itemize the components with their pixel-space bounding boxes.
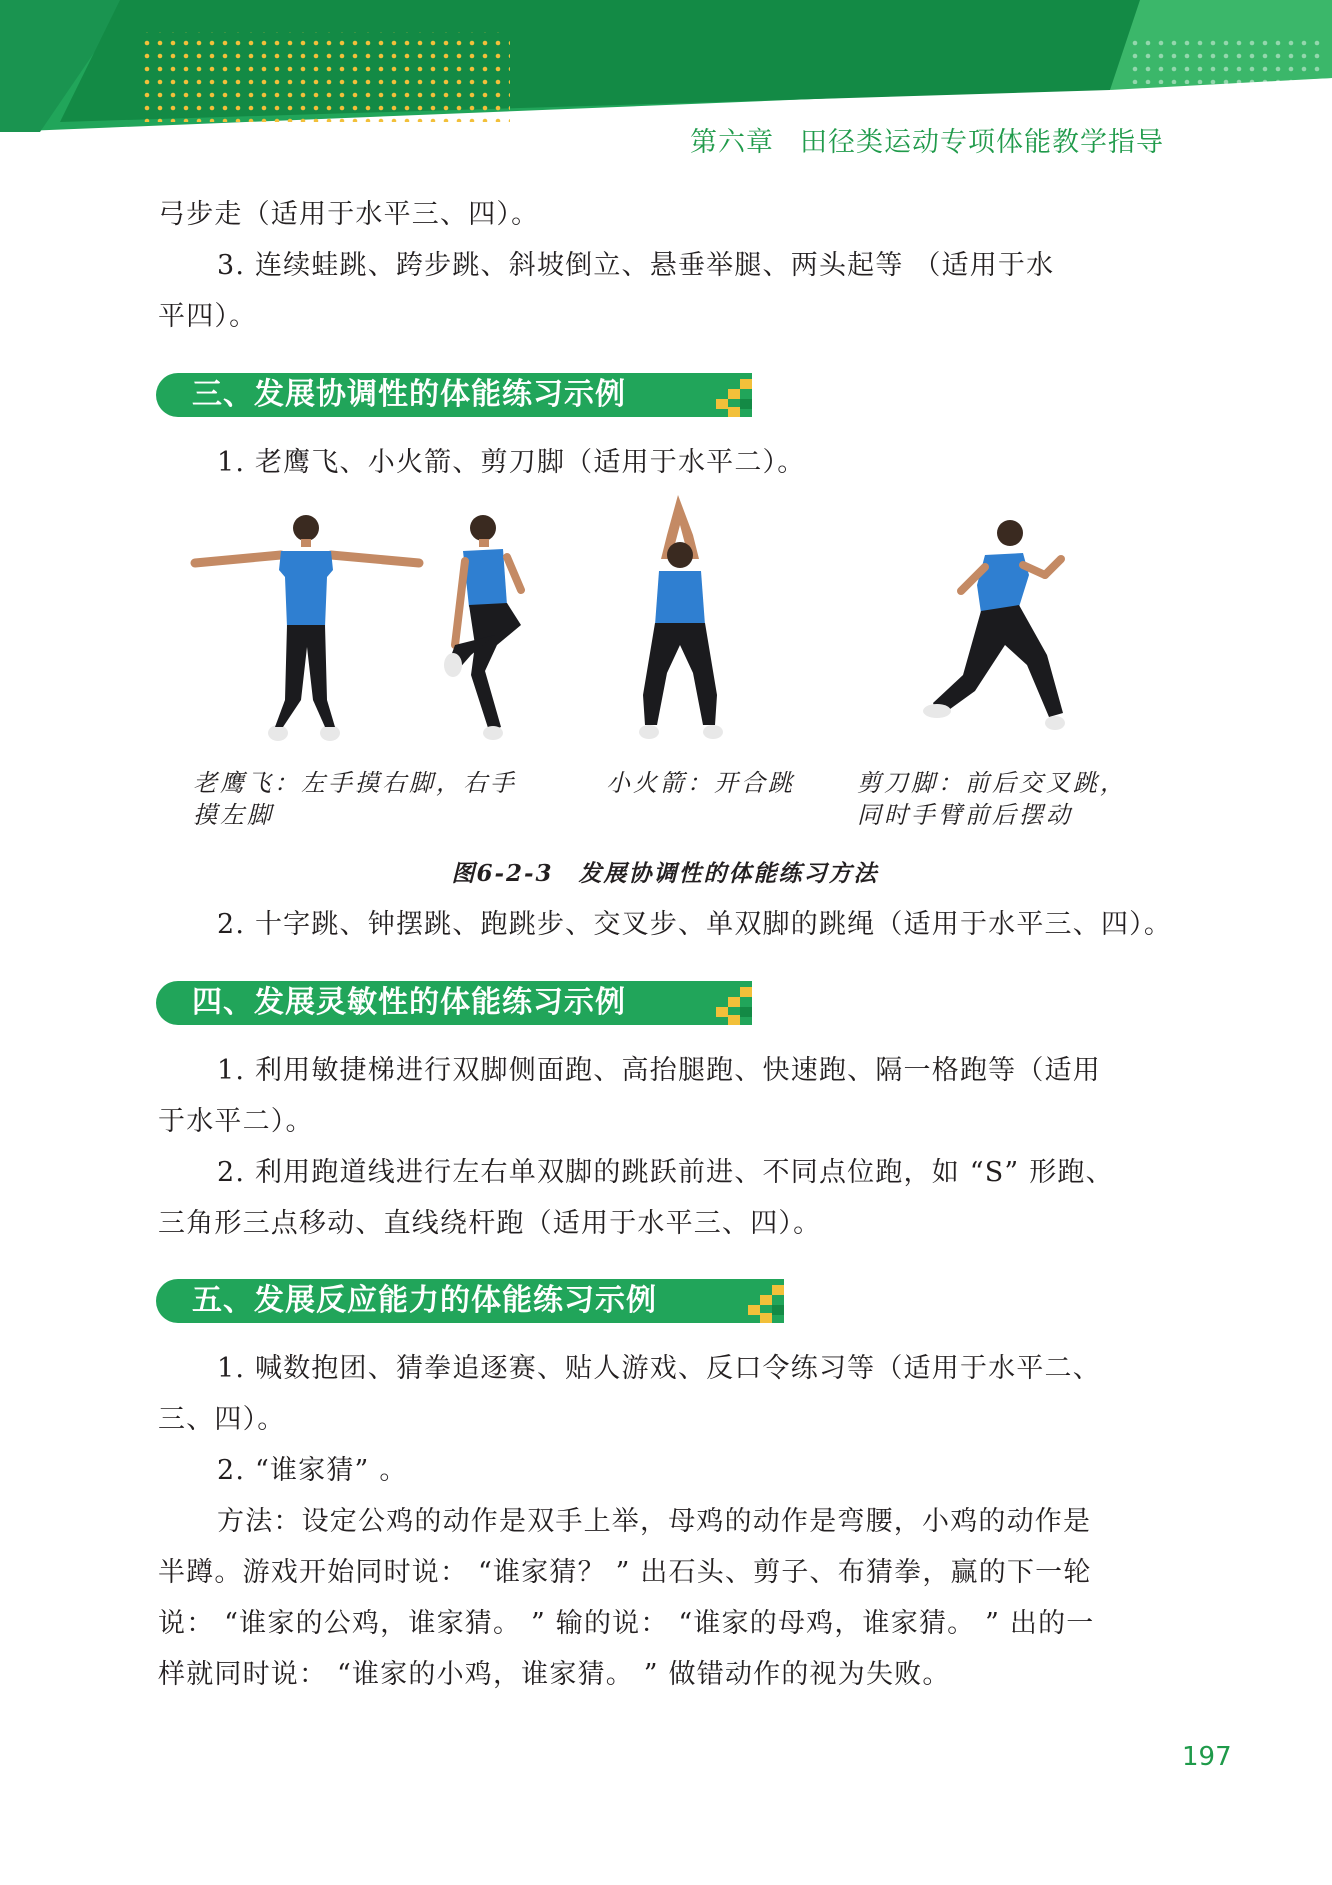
body-line: 三、四）。 <box>158 1404 286 1435</box>
caption-eagle-line2: 摸左脚 <box>193 801 274 829</box>
section-heading-coordination <box>156 373 752 417</box>
body-line: 样就同时说： “谁家的小鸡，谁家猜。 ” 做错动作的视为失败。 <box>158 1659 951 1690</box>
body-line: 三角形三点移动、直线绕杆跑（适用于水平三、四）。 <box>158 1208 822 1239</box>
figure-title: 图6-2-3 发展协调性的体能练习方法 <box>451 860 879 887</box>
body-line: 2. 利用跑道线进行左右单双脚的跳跃前进、不同点位跑，如 “S” 形跑、 <box>217 1157 1114 1188</box>
caption-scissors-line1: 剪刀脚：前后交叉跳， <box>857 769 1127 797</box>
body-line: 1. 老鹰飞、小火箭、剪刀脚（适用于水平二）。 <box>217 447 806 478</box>
checker-decoration-icon <box>748 1279 784 1323</box>
caption-eagle-line1: 老鹰飞：左手摸右脚，右手 <box>193 769 517 797</box>
body-line: 1. 利用敏捷梯进行双脚侧面跑、高抬腿跑、快速跑、隔一格跑等（适用 <box>217 1055 1101 1086</box>
section-heading-text: 三、发展协调性的体能练习示例 <box>192 377 626 412</box>
body-line: 平四）。 <box>158 301 258 332</box>
athlete-scissors-pose-image <box>923 520 1065 730</box>
header-band <box>0 0 1332 140</box>
section-heading-text: 五、发展反应能力的体能练习示例 <box>192 1283 657 1318</box>
body-line: 3. 连续蛙跳、跨步跳、斜坡倒立、悬垂举腿、两头起等 （适用于水 <box>217 250 1055 281</box>
athlete-eagle-pose-image <box>195 515 419 741</box>
athlete-rocket-pose-image <box>639 495 723 739</box>
caption-scissors-line2: 同时手臂前后摆动 <box>857 801 1073 829</box>
caption-rocket: 小火箭：开合跳 <box>606 769 795 797</box>
section-heading-reaction <box>156 1279 784 1323</box>
chapter-number: 第六章 <box>690 127 774 158</box>
body-line: 1. 喊数抱团、猜拳追逐赛、贴人游戏、反口令练习等（适用于水平二、 <box>217 1353 1101 1384</box>
body-line: 弓步走（适用于水平三、四）。 <box>158 199 540 230</box>
chapter-title: 田径类运动专项体能教学指导 <box>800 127 1164 158</box>
body-line: 方法：设定公鸡的动作是双手上举，母鸡的动作是弯腰，小鸡的动作是 <box>217 1506 1092 1537</box>
checker-decoration-icon <box>716 373 752 417</box>
athlete-knee-touch-pose-image <box>444 515 521 740</box>
section-heading-text: 四、发展灵敏性的体能练习示例 <box>192 985 626 1020</box>
checker-decoration-icon <box>716 981 752 1025</box>
body-line: 2. “谁家猜” 。 <box>217 1455 408 1486</box>
section-heading-agility <box>156 981 752 1025</box>
body-line: 说： “谁家的公鸡，谁家猜。 ” 输的说： “谁家的母鸡，谁家猜。 ” 出的一 <box>158 1608 1095 1639</box>
body-line: 半蹲。游戏开始同时说： “谁家猜？ ” 出石头、剪子、布猜拳，赢的下一轮 <box>158 1557 1092 1588</box>
exercise-figure <box>185 495 1085 760</box>
body-line: 于水平二）。 <box>158 1106 314 1137</box>
chapter-header <box>690 120 1164 159</box>
page-number: 197 <box>1182 1742 1232 1772</box>
body-line: 2. 十字跳、钟摆跳、跑跳步、交叉步、单双脚的跳绳（适用于水平三、四）。 <box>217 909 1173 940</box>
